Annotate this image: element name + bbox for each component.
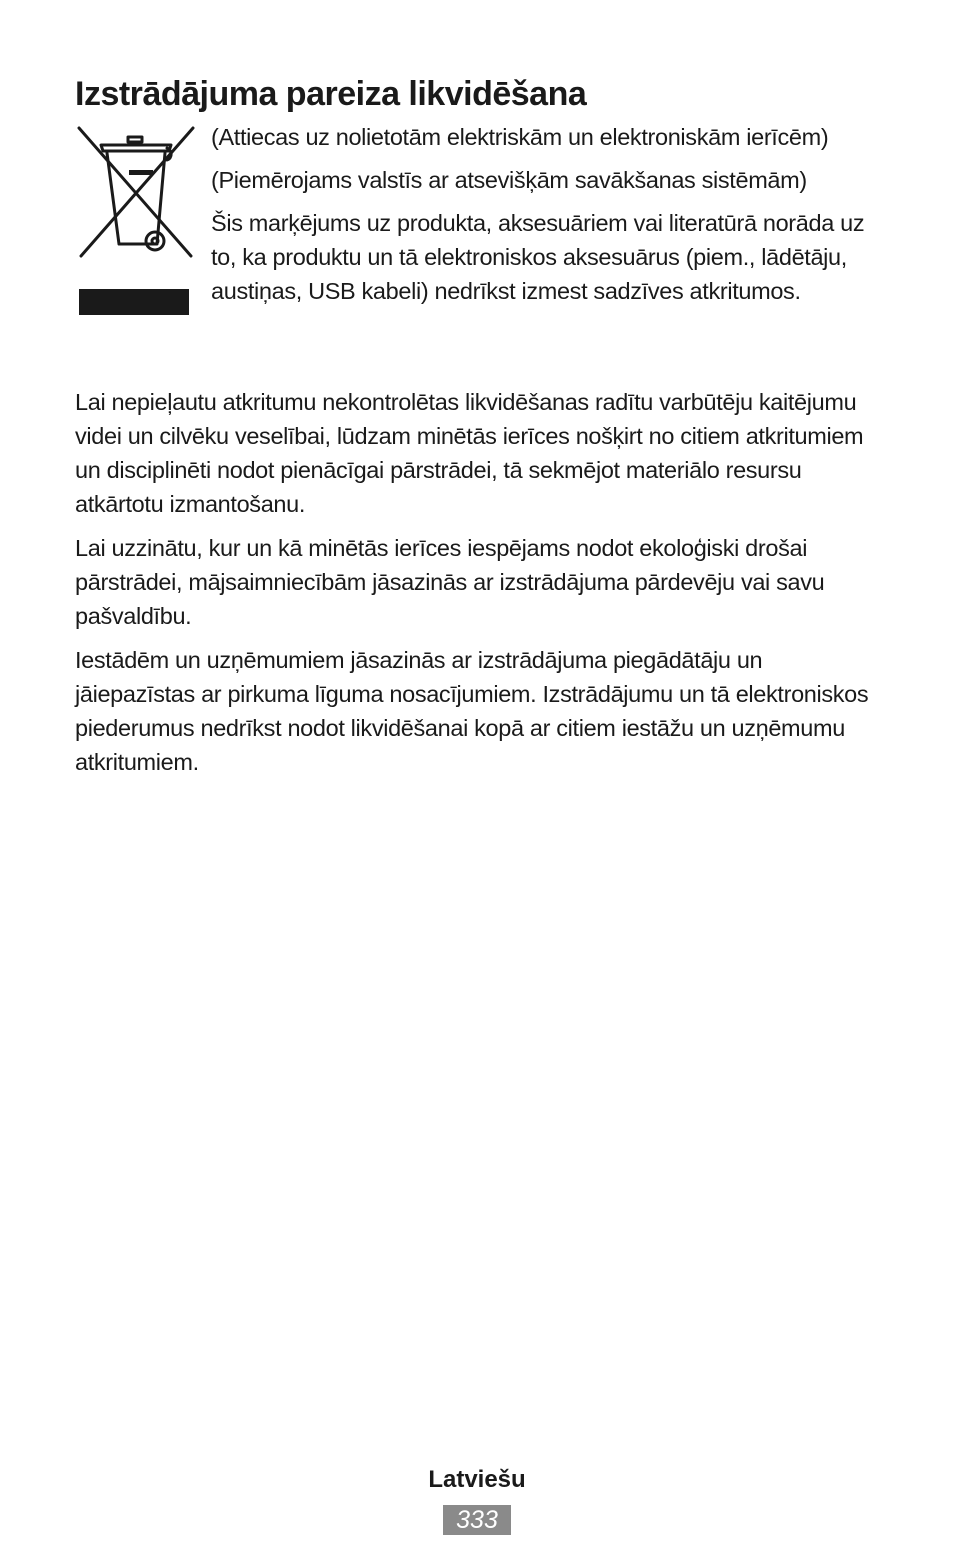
applicability-note: (Piemērojams valstīs ar atsevišķām savākšanas sistēmām)	[211, 167, 807, 193]
icon-spacer	[75, 120, 211, 338]
page-title: Izstrādājuma pareiza likvidēšana	[75, 75, 587, 113]
scope-note: (Attiecas uz nolietotām elektriskām un elektroniskām ierīcēm)	[211, 124, 829, 150]
page-number: 333	[443, 1505, 511, 1535]
marking-explanation: Šis marķējums uz produkta, aksesuāriem vai literatūrā norāda uz to, ka produktu un tā elektroniskos aksesuārus (piem., lādētāju, austiņas, USB kabeli) nedrīkst izmest sadzīves atkritumos.	[211, 210, 865, 304]
body-paragraphs	[75, 385, 875, 789]
paragraph-businesses: Iestādēm un uzņēmumiem jāsazinās ar izstrādājuma piegādātāju un jāiepazīstas ar pirkuma līguma nosacījumiem. Izstrādājumu un tā elektroniskos piederumus nedrīkst nodot likvidēšanai kopā ar citiem iestāžu un uzņēmumu atkritumiem.	[75, 647, 869, 775]
paragraph-households: Lai uzzinātu, kur un kā minētās ierīces iespējams nodot ekoloģiski drošai pārstrādei, mājsaimniecībām jāsazinās ar izstrādājuma pārdevēju vai savu pašvaldību.	[75, 535, 825, 629]
intro-section	[75, 120, 875, 338]
paragraph-health: Lai nepieļautu atkritumu nekontrolētas likvidēšanas radītu varbūtēju kaitējumu videi un cilvēku veselībai, lūdzam minētās ierīces nošķirt no citiem atkritumiem un disciplinēti nodot pienācīgai pārstrādei, tā sekmējot materiālo resursu atkārtotu izmantošanu.	[75, 389, 864, 517]
footer-language: Latviešu	[428, 1466, 526, 1493]
